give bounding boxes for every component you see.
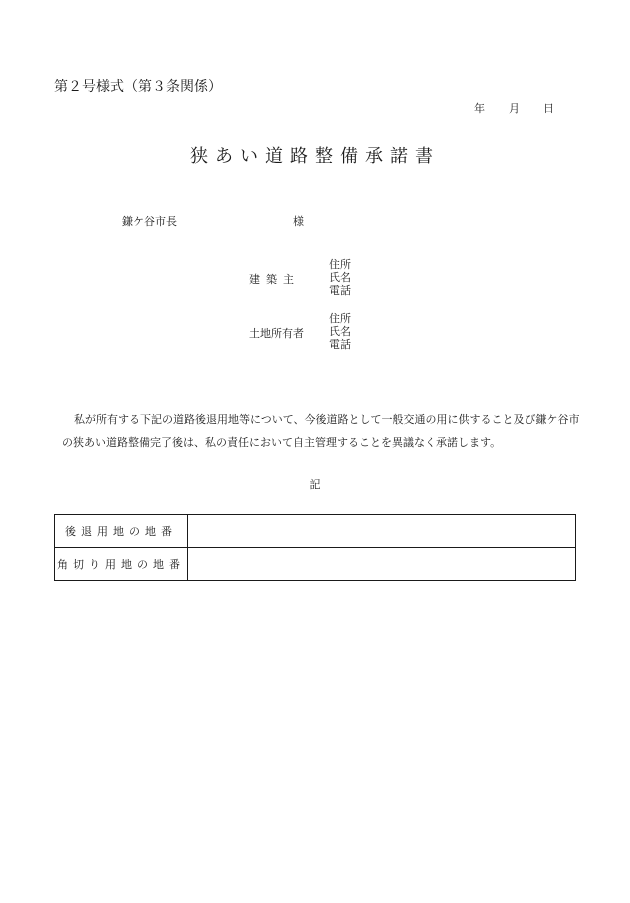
honorific: 様 bbox=[293, 215, 304, 228]
lot-number-table bbox=[54, 514, 576, 581]
table-row bbox=[55, 548, 576, 581]
form-number: 第２号様式（第３条関係） bbox=[54, 79, 222, 95]
date-day-label: 日 bbox=[543, 102, 554, 115]
addressee: 鎌ケ谷市長 bbox=[122, 215, 177, 228]
corner-lot-value[interactable] bbox=[188, 548, 576, 581]
setback-lot-label: 後退用地の地番 bbox=[55, 515, 188, 548]
builder-role-label: 建築主 bbox=[249, 273, 300, 286]
date-month-label: 月 bbox=[509, 102, 520, 115]
ki-heading: 記 bbox=[309, 478, 321, 491]
landowner-name-label: 氏名 bbox=[329, 325, 351, 338]
corner-lot-label: 角切り用地の地番 bbox=[55, 548, 188, 581]
landowner-role-label: 土地所有者 bbox=[249, 327, 304, 340]
builder-name-label: 氏名 bbox=[329, 271, 351, 284]
builder-fields bbox=[329, 258, 351, 297]
builder-phone-label: 電話 bbox=[329, 284, 351, 297]
date-year-label: 年 bbox=[474, 102, 485, 115]
consent-statement: 私が所有する下記の道路後退用地等について、今後道路として一般交通の用に供すること及び鎌ケ谷市の狭あい道路整備完了後は、私の責任において自主管理することを異議なく承諾します。 bbox=[62, 413, 580, 449]
document-title: 狭あい道路整備承諾書 bbox=[190, 146, 440, 167]
landowner-address-label: 住所 bbox=[329, 312, 351, 325]
table-row bbox=[55, 515, 576, 548]
setback-lot-value[interactable] bbox=[188, 515, 576, 548]
landowner-phone-label: 電話 bbox=[329, 338, 351, 351]
landowner-fields bbox=[329, 312, 351, 351]
builder-address-label: 住所 bbox=[329, 258, 351, 271]
